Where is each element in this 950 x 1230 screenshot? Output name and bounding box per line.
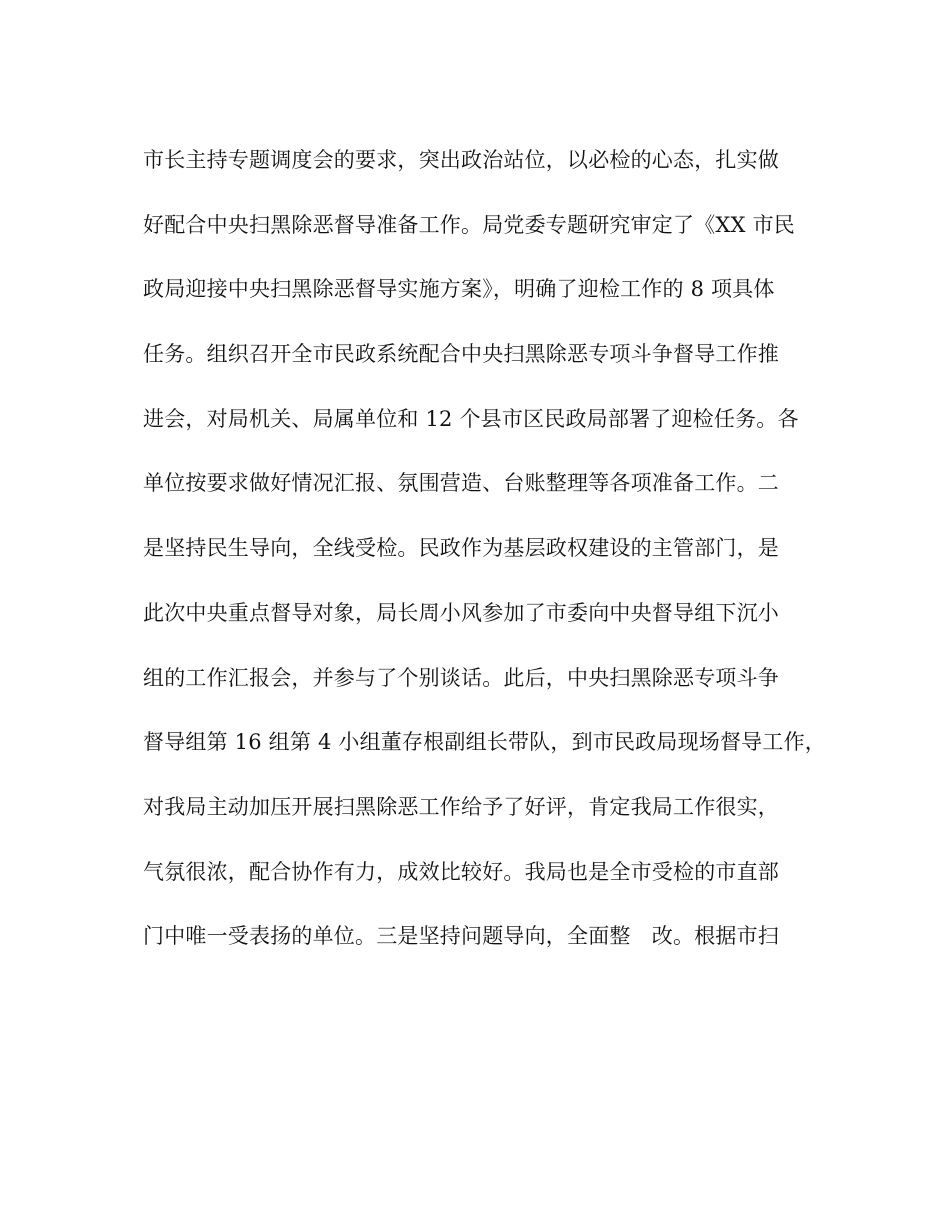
text-line-10: 督导组第 16 组第 4 小组董存根副组长带队，到市民政局现场督导工作，: [143, 730, 826, 755]
text-line-2: 好配合中央扫黑除恶督导准备工作。局党委专题研究审定了《XX 市民: [143, 212, 795, 237]
text-line-4: 任务。组织召开全市民政系统配合中央扫黑除恶专项斗争督导工作推: [143, 342, 779, 367]
text-line-8: 此次中央重点督导对象，局长周小风参加了市委向中央督导组下沉小: [143, 600, 779, 625]
body-text: [143, 138, 826, 979]
text-line-9: 组的工作汇报会，并参与了个别谈话。此后，中央扫黑除恶专项斗争: [143, 665, 779, 690]
text-line-12: 气氛很浓，配合协作有力，成效比较好。我局也是全市受检的市直部: [143, 859, 779, 884]
text-line-3: 政局迎接中央扫黑除恶督导实施方案》，明确了迎检工作的 8 项具体: [143, 277, 775, 302]
text-line-6: 单位按要求做好情况汇报、氛围营造、台账整理等各项准备工作。二: [143, 471, 779, 496]
text-line-1: 市长主持专题调度会的要求，突出政治站位，以必检的心态，扎实做: [143, 148, 779, 172]
text-line-13: 门中唯一受表扬的单位。三是坚持问题导向，全面整 改。根据市扫: [143, 924, 779, 949]
text-line-7: 是坚持民生导向，全线受检。民政作为基层政权建设的主管部门，是: [143, 536, 779, 561]
text-line-5: 进会，对局机关、局属单位和 12 个县市区民政局部署了迎检任务。各: [143, 406, 799, 431]
text-line-11: 对我局主动加压开展扫黑除恶工作给予了好评，肯定我局工作很实，: [143, 794, 779, 819]
